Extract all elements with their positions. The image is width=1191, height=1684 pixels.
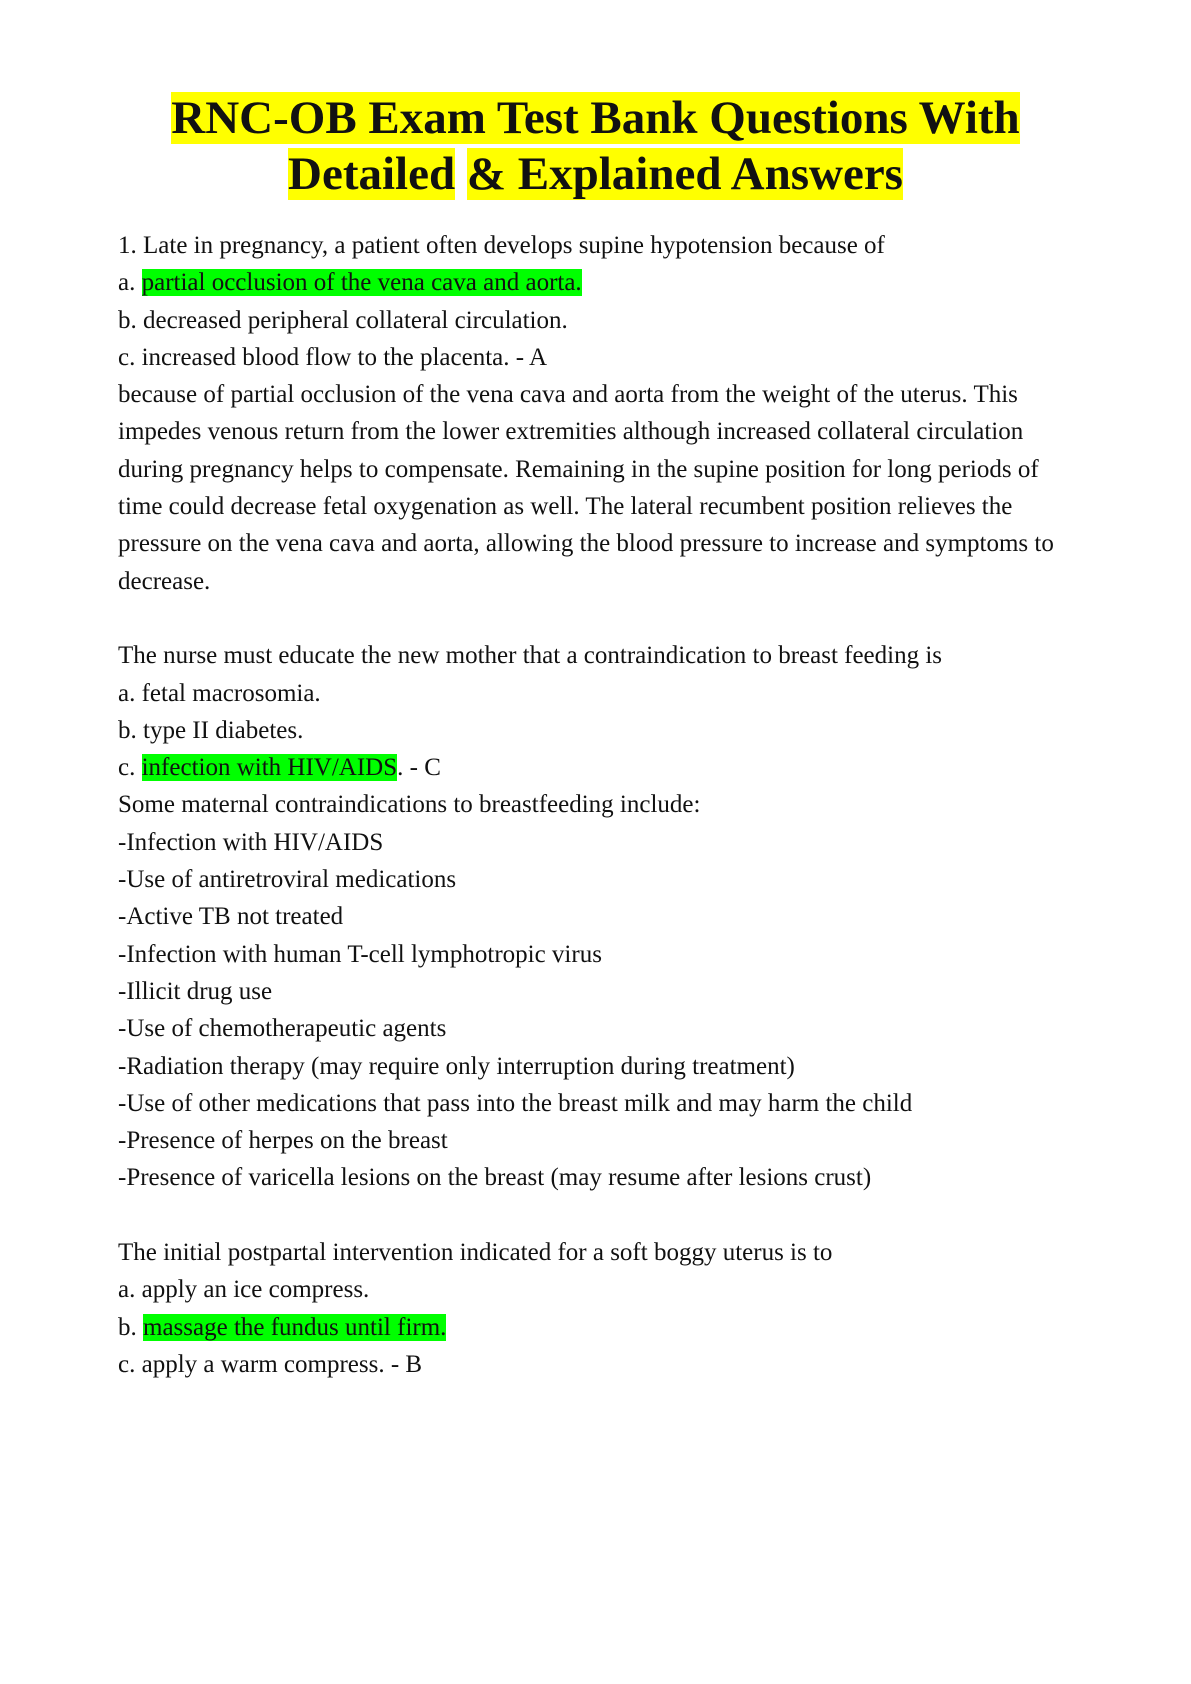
question-3-stem: The initial postpartal intervention indicated for a soft boggy uterus is to <box>118 1239 833 1267</box>
question-2 <box>118 637 1118 1196</box>
question-3-option-b <box>118 1309 1118 1346</box>
question-1-option-a <box>118 264 1118 301</box>
question-2-explanation-intro: Some maternal contraindications to breastfeeding include: <box>118 791 701 819</box>
list-item: -Infection with HIV/AIDS <box>118 828 384 856</box>
title-line-2-part-2: & Explained Answers <box>466 148 903 200</box>
list-item: -Use of antiretroviral medications <box>118 866 457 894</box>
list-item: -Illicit drug use <box>118 977 273 1005</box>
list-item: -Infection with human T-cell lymphotropic virus <box>118 940 602 968</box>
question-1 <box>118 227 1118 600</box>
list-item: -Use of other medications that pass into the breast milk and may harm the child <box>118 1089 913 1117</box>
option-b-prefix: b. <box>118 1313 143 1341</box>
option-a-prefix: a. <box>118 269 142 297</box>
question-1-option-b: b. decreased peripheral collateral circulation. <box>118 306 568 334</box>
list-item: -Presence of herpes on the breast <box>118 1127 448 1155</box>
question-1-correct-answer: partial occlusion of the vena cava and aorta. <box>141 269 582 297</box>
list-item: -Use of chemotherapeutic agents <box>118 1015 447 1043</box>
document-title <box>0 90 1191 202</box>
question-2-correct-answer: infection with HIV/AIDS <box>141 754 398 782</box>
question-3 <box>118 1234 1118 1383</box>
question-1-option-c: c. increased blood flow to the placenta. - A <box>118 343 548 371</box>
question-1-stem: 1. Late in pregnancy, a patient often develops supine hypotension because of <box>118 232 885 259</box>
list-item: -Active TB not treated <box>118 903 344 931</box>
document-body <box>118 227 1118 1383</box>
list-item: -Presence of varicella lesions on the breast (may resume after lesions crust) <box>118 1164 872 1192</box>
option-c-prefix: c. <box>118 754 142 782</box>
option-c-suffix: . - C <box>397 754 441 782</box>
question-2-stem: The nurse must educate the new mother that a contraindication to breast feeding is <box>118 642 943 670</box>
question-2-option-c <box>118 749 1118 786</box>
question-3-option-a: a. apply an ice compress. <box>118 1276 370 1304</box>
title-line-1: RNC-OB Exam Test Bank Questions With <box>171 92 1020 144</box>
question-2-option-a: a. fetal macrosomia. <box>118 679 321 707</box>
list-item: -Radiation therapy (may require only interruption during treatment) <box>118 1052 795 1080</box>
section-spacer <box>118 600 1118 637</box>
question-1-explanation: because of partial occlusion of the vena cava and aorta from the weight of the uterus. This impedes venous return from the lower extremities although increased collateral circulation during pregnancy helps to compensate. Remaining in the supine position for long periods of time could decrease fetal oxygenation as well. The lateral recumbent position relieves the pressure on the vena cava and aorta, allowing the blood pressure to increase and symptoms to decrease. <box>118 381 1054 595</box>
question-3-correct-answer: massage the fundus until firm. <box>143 1313 447 1341</box>
question-2-option-b: b. type II diabetes. <box>118 716 304 744</box>
section-spacer <box>118 1197 1118 1234</box>
title-line-2-part-1: Detailed <box>288 148 456 200</box>
question-3-option-c: c. apply a warm compress. - B <box>118 1350 423 1378</box>
